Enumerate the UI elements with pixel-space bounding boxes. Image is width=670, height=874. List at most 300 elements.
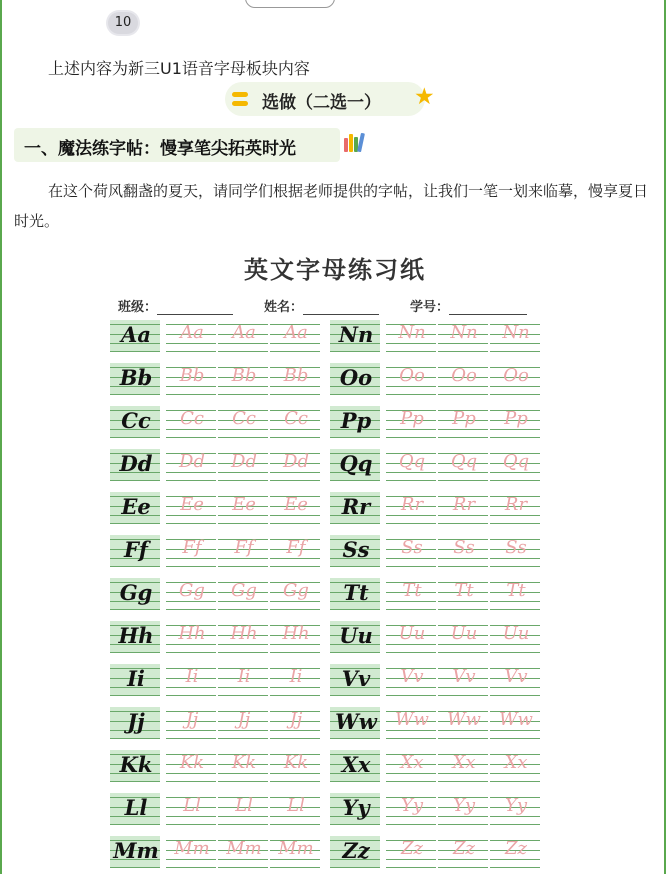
- trace-letter: Aa: [232, 322, 256, 343]
- model-letter-cell: [330, 664, 380, 696]
- guide-line: [166, 773, 216, 774]
- guide-line: [166, 730, 216, 731]
- trace-letter: Ww: [499, 709, 533, 730]
- trace-letter-cell: [438, 320, 488, 352]
- guide-line: [386, 429, 436, 430]
- guide-line: [218, 773, 268, 774]
- model-letter-cell: [330, 320, 380, 352]
- model-letter-cell: [330, 492, 380, 524]
- guide-line: [490, 859, 540, 860]
- trace-letter: Zz: [401, 838, 423, 859]
- model-letter-cell: [330, 578, 380, 610]
- trace-letter-cell: [438, 836, 488, 868]
- trace-letter: Hh: [230, 623, 258, 644]
- trace-letter: Pp: [452, 408, 476, 429]
- trace-letter: Tt: [454, 580, 474, 601]
- guide-line: [218, 386, 268, 387]
- guide-line: [386, 859, 436, 860]
- guide-line: [270, 695, 320, 696]
- guide-line: [438, 730, 488, 731]
- guide-line: [438, 859, 488, 860]
- guide-line: [166, 480, 216, 481]
- guide-line: [330, 652, 380, 653]
- model-letter-cell: [330, 449, 380, 481]
- guide-line: [438, 867, 488, 868]
- trace-letter-cell: [386, 664, 436, 696]
- model-letter: Ss: [342, 537, 370, 562]
- guide-line: [438, 601, 488, 602]
- trace-letter: Gg: [179, 580, 205, 601]
- trace-letter-cell: [386, 363, 436, 395]
- trace-letter-cell: [270, 492, 320, 524]
- model-letter: Jj: [127, 709, 145, 734]
- guide-line: [438, 437, 488, 438]
- trace-letter-cell: [270, 664, 320, 696]
- guide-line: [438, 394, 488, 395]
- guide-line: [490, 351, 540, 352]
- guide-line: [218, 480, 268, 481]
- guide-line: [438, 429, 488, 430]
- guide-line: [166, 601, 216, 602]
- trace-letter: Jj: [237, 709, 251, 730]
- guide-line: [490, 867, 540, 868]
- guide-line: [270, 515, 320, 516]
- trace-letter: Uu: [398, 623, 426, 644]
- guide-line: [218, 558, 268, 559]
- guide-line: [490, 394, 540, 395]
- guide-line: [166, 558, 216, 559]
- guide-line: [438, 515, 488, 516]
- guide-line: [438, 386, 488, 387]
- trace-letter-cell: [386, 707, 436, 739]
- guide-line: [166, 609, 216, 610]
- trace-letter-cell: [166, 492, 216, 524]
- guide-line: [490, 816, 540, 817]
- trace-letter: Zz: [505, 838, 527, 859]
- sheet-title: 英文字母练习纸: [244, 256, 426, 284]
- student-number-label: 学号：: [410, 300, 450, 315]
- trace-letter: Cc: [232, 408, 256, 429]
- guide-line: [386, 343, 436, 344]
- trace-letter-cell: [438, 750, 488, 782]
- model-letter: Aa: [121, 322, 151, 347]
- model-letter-cell: [110, 621, 160, 653]
- guide-line: [218, 343, 268, 344]
- model-letter: Rr: [341, 494, 371, 519]
- trace-letter: Bb: [179, 365, 205, 386]
- guide-line: [110, 394, 160, 395]
- guide-line: [386, 687, 436, 688]
- model-letter: Ii: [127, 666, 145, 691]
- guide-line: [218, 437, 268, 438]
- trace-letter: Xx: [504, 752, 528, 773]
- trace-letter-cell: [438, 449, 488, 481]
- trace-letter-cell: [218, 664, 268, 696]
- guide-line: [490, 609, 540, 610]
- trace-letter-cell: [166, 320, 216, 352]
- guide-line: [490, 652, 540, 653]
- trace-letter-cell: [490, 750, 540, 782]
- model-letter-cell: [110, 836, 160, 868]
- trace-letter-cell: [166, 793, 216, 825]
- guide-line: [438, 343, 488, 344]
- model-letter: Vv: [341, 666, 371, 691]
- guide-line: [386, 695, 436, 696]
- trace-letter: Ii: [289, 666, 303, 687]
- model-letter-cell: [330, 406, 380, 438]
- trace-letter: Qq: [450, 451, 478, 472]
- guide-line: [386, 480, 436, 481]
- student-number-field: [410, 296, 527, 315]
- trace-letter: Pp: [400, 408, 424, 429]
- model-letter-cell: [110, 320, 160, 352]
- decorative-oval: [245, 0, 335, 8]
- guide-line: [110, 566, 160, 567]
- guide-line: [270, 429, 320, 430]
- guide-line: [438, 644, 488, 645]
- guide-line: [218, 601, 268, 602]
- guide-line: [438, 781, 488, 782]
- trace-letter: Ss: [505, 537, 527, 558]
- trace-letter: Oo: [503, 365, 529, 386]
- guide-line: [386, 515, 436, 516]
- trace-letter-cell: [438, 578, 488, 610]
- model-letter: Cc: [121, 408, 151, 433]
- guide-line: [386, 609, 436, 610]
- guide-line: [218, 867, 268, 868]
- trace-letter-cell: [490, 320, 540, 352]
- model-letter-cell: [110, 406, 160, 438]
- trace-letter-cell: [218, 750, 268, 782]
- trace-letter: Ff: [234, 537, 254, 558]
- guide-line: [218, 652, 268, 653]
- trace-letter: Uu: [450, 623, 478, 644]
- trace-letter-cell: [386, 578, 436, 610]
- guide-line: [270, 773, 320, 774]
- trace-letter: Uu: [502, 623, 530, 644]
- guide-line: [386, 566, 436, 567]
- name-label: 姓名：: [264, 300, 304, 315]
- guide-line: [386, 386, 436, 387]
- trace-letter-cell: [166, 707, 216, 739]
- trace-letter-cell: [490, 535, 540, 567]
- guide-line: [330, 738, 380, 739]
- class-field: [118, 296, 233, 315]
- trace-letter: Qq: [398, 451, 426, 472]
- content-note: 上述内容为新三U1语音字母板块内容: [48, 59, 310, 78]
- trace-letter-cell: [166, 621, 216, 653]
- trace-letter-cell: [490, 406, 540, 438]
- guide-line: [490, 437, 540, 438]
- trace-letter: Kk: [179, 752, 205, 773]
- trace-letter-cell: [270, 793, 320, 825]
- guide-line: [270, 816, 320, 817]
- guide-line: [270, 386, 320, 387]
- trace-letter-cell: [438, 664, 488, 696]
- trace-letter: Aa: [284, 322, 308, 343]
- trace-letter: Nn: [450, 322, 478, 343]
- guide-line: [270, 652, 320, 653]
- guide-line: [270, 730, 320, 731]
- guide-line: [218, 472, 268, 473]
- model-letter: Pp: [340, 408, 372, 433]
- trace-letter: Kk: [231, 752, 257, 773]
- guide-line: [218, 394, 268, 395]
- guide-line: [438, 480, 488, 481]
- model-letter-cell: [110, 535, 160, 567]
- guide-line: [270, 343, 320, 344]
- class-label: 班级：: [118, 300, 158, 315]
- trace-letter: Ff: [286, 537, 306, 558]
- trace-letter-cell: [490, 578, 540, 610]
- guide-line: [490, 472, 540, 473]
- trace-letter-cell: [270, 449, 320, 481]
- guide-line: [166, 816, 216, 817]
- trace-letter-cell: [218, 621, 268, 653]
- trace-letter-cell: [218, 836, 268, 868]
- trace-letter: Ss: [453, 537, 475, 558]
- trace-letter: Ll: [183, 795, 201, 816]
- page-number-badge: 10: [108, 12, 138, 34]
- trace-letter-cell: [218, 793, 268, 825]
- guide-line: [386, 867, 436, 868]
- guide-line: [386, 738, 436, 739]
- model-letter: Bb: [119, 365, 153, 390]
- trace-letter: Oo: [451, 365, 477, 386]
- guide-line: [438, 523, 488, 524]
- trace-letter: Rr: [400, 494, 424, 515]
- trace-letter: Dd: [179, 451, 205, 472]
- trace-letter-cell: [270, 363, 320, 395]
- guide-line: [218, 609, 268, 610]
- guide-line: [270, 859, 320, 860]
- trace-letter-cell: [166, 406, 216, 438]
- trace-letter: Bb: [283, 365, 309, 386]
- trace-letter-cell: [166, 449, 216, 481]
- guide-line: [330, 609, 380, 610]
- trace-letter-cell: [438, 406, 488, 438]
- trace-letter: Mm: [278, 838, 314, 859]
- model-letter-cell: [330, 836, 380, 868]
- trace-letter-cell: [218, 707, 268, 739]
- guide-line: [330, 480, 380, 481]
- model-letter: Xx: [341, 752, 371, 777]
- trace-letter: Ll: [287, 795, 305, 816]
- trace-letter: Mm: [174, 838, 210, 859]
- trace-letter: Mm: [226, 838, 262, 859]
- guide-line: [166, 738, 216, 739]
- trace-letter: Gg: [283, 580, 309, 601]
- model-letter-cell: [330, 707, 380, 739]
- trace-letter-cell: [490, 449, 540, 481]
- trace-letter: Ww: [447, 709, 481, 730]
- trace-letter: Tt: [402, 580, 422, 601]
- model-letter-cell: [110, 363, 160, 395]
- guide-line: [330, 781, 380, 782]
- guide-line: [386, 558, 436, 559]
- model-letter: Ww: [335, 709, 377, 734]
- trace-letter-cell: [166, 363, 216, 395]
- guide-line: [218, 644, 268, 645]
- guide-line: [386, 781, 436, 782]
- guide-line: [490, 601, 540, 602]
- trace-letter: Hh: [178, 623, 206, 644]
- guide-line: [386, 652, 436, 653]
- guide-line: [330, 824, 380, 825]
- trace-letter-cell: [270, 535, 320, 567]
- trace-letter-cell: [490, 836, 540, 868]
- trace-letter-cell: [386, 492, 436, 524]
- model-letter: Ll: [124, 795, 148, 820]
- trace-letter-cell: [490, 363, 540, 395]
- guide-line: [386, 730, 436, 731]
- menu-bars-icon: [232, 92, 248, 108]
- guide-line: [270, 351, 320, 352]
- trace-letter-cell: [386, 320, 436, 352]
- trace-letter: Xx: [452, 752, 476, 773]
- guide-line: [166, 824, 216, 825]
- guide-line: [270, 566, 320, 567]
- optional-badge-label: 选做（二选一）: [262, 93, 381, 113]
- guide-line: [438, 652, 488, 653]
- trace-letter: Ee: [284, 494, 308, 515]
- guide-line: [110, 695, 160, 696]
- guide-line: [166, 394, 216, 395]
- model-letter: Zz: [342, 838, 370, 863]
- trace-letter-cell: [386, 621, 436, 653]
- guide-line: [270, 609, 320, 610]
- guide-line: [438, 824, 488, 825]
- guide-line: [110, 480, 160, 481]
- guide-line: [166, 695, 216, 696]
- guide-line: [490, 773, 540, 774]
- model-letter: Gg: [119, 580, 153, 605]
- guide-line: [270, 523, 320, 524]
- trace-letter-cell: [490, 621, 540, 653]
- model-letter: Kk: [119, 752, 153, 777]
- trace-letter: Dd: [231, 451, 257, 472]
- trace-letter: Ii: [237, 666, 251, 687]
- trace-letter: Tt: [506, 580, 526, 601]
- model-letter-cell: [330, 363, 380, 395]
- guide-line: [110, 437, 160, 438]
- guide-line: [490, 738, 540, 739]
- guide-line: [490, 343, 540, 344]
- trace-letter: Aa: [180, 322, 204, 343]
- trace-letter: Ss: [401, 537, 423, 558]
- guide-line: [110, 523, 160, 524]
- trace-letter-cell: [218, 449, 268, 481]
- trace-letter: Nn: [502, 322, 530, 343]
- trace-letter-cell: [166, 664, 216, 696]
- guide-line: [386, 773, 436, 774]
- guide-line: [218, 824, 268, 825]
- trace-letter-cell: [218, 535, 268, 567]
- guide-line: [490, 730, 540, 731]
- name-blank: [303, 314, 379, 315]
- guide-line: [330, 351, 380, 352]
- trace-letter-cell: [438, 707, 488, 739]
- guide-line: [110, 351, 160, 352]
- trace-letter-cell: [218, 492, 268, 524]
- guide-line: [490, 824, 540, 825]
- model-letter: Tt: [343, 580, 369, 605]
- trace-letter-cell: [166, 750, 216, 782]
- trace-letter: Rr: [504, 494, 528, 515]
- guide-line: [386, 351, 436, 352]
- guide-line: [490, 558, 540, 559]
- guide-line: [270, 824, 320, 825]
- trace-letter: Vv: [504, 666, 528, 687]
- guide-line: [330, 437, 380, 438]
- trace-letter: Pp: [504, 408, 528, 429]
- guide-line: [166, 386, 216, 387]
- trace-letter: Yy: [400, 795, 424, 816]
- guide-line: [438, 558, 488, 559]
- guide-line: [438, 816, 488, 817]
- guide-line: [490, 429, 540, 430]
- guide-line: [438, 738, 488, 739]
- model-letter-cell: [110, 750, 160, 782]
- trace-letter-cell: [218, 320, 268, 352]
- trace-letter-cell: [218, 406, 268, 438]
- model-letter-cell: [110, 707, 160, 739]
- trace-letter-cell: [166, 836, 216, 868]
- trace-letter-cell: [438, 363, 488, 395]
- guide-line: [110, 867, 160, 868]
- books-icon: [344, 132, 366, 152]
- trace-letter-cell: [218, 578, 268, 610]
- model-letter: Uu: [339, 623, 373, 648]
- guide-line: [490, 523, 540, 524]
- guide-line: [218, 566, 268, 567]
- trace-letter: Hh: [282, 623, 310, 644]
- guide-line: [166, 343, 216, 344]
- guide-line: [166, 566, 216, 567]
- model-letter: Hh: [118, 623, 154, 648]
- class-blank: [157, 314, 233, 315]
- trace-letter: Vv: [400, 666, 424, 687]
- trace-letter: Gg: [231, 580, 257, 601]
- guide-line: [110, 609, 160, 610]
- guide-line: [330, 695, 380, 696]
- guide-line: [218, 738, 268, 739]
- guide-line: [270, 472, 320, 473]
- section-title: 一、魔法练字帖：慢享笔尖拓英时光: [24, 139, 296, 159]
- trace-letter: Dd: [283, 451, 309, 472]
- model-letter: Yy: [342, 795, 370, 820]
- model-letter-cell: [110, 492, 160, 524]
- trace-letter-cell: [270, 320, 320, 352]
- trace-letter: Yy: [504, 795, 528, 816]
- guide-line: [218, 730, 268, 731]
- guide-line: [386, 644, 436, 645]
- guide-line: [386, 523, 436, 524]
- guide-line: [386, 816, 436, 817]
- trace-letter-cell: [438, 492, 488, 524]
- trace-letter: Zz: [453, 838, 475, 859]
- guide-line: [270, 781, 320, 782]
- guide-line: [386, 437, 436, 438]
- guide-line: [438, 566, 488, 567]
- trace-letter: Jj: [185, 709, 199, 730]
- model-letter-cell: [330, 750, 380, 782]
- guide-line: [218, 816, 268, 817]
- guide-line: [386, 472, 436, 473]
- trace-letter-cell: [386, 836, 436, 868]
- guide-line: [166, 437, 216, 438]
- guide-line: [166, 781, 216, 782]
